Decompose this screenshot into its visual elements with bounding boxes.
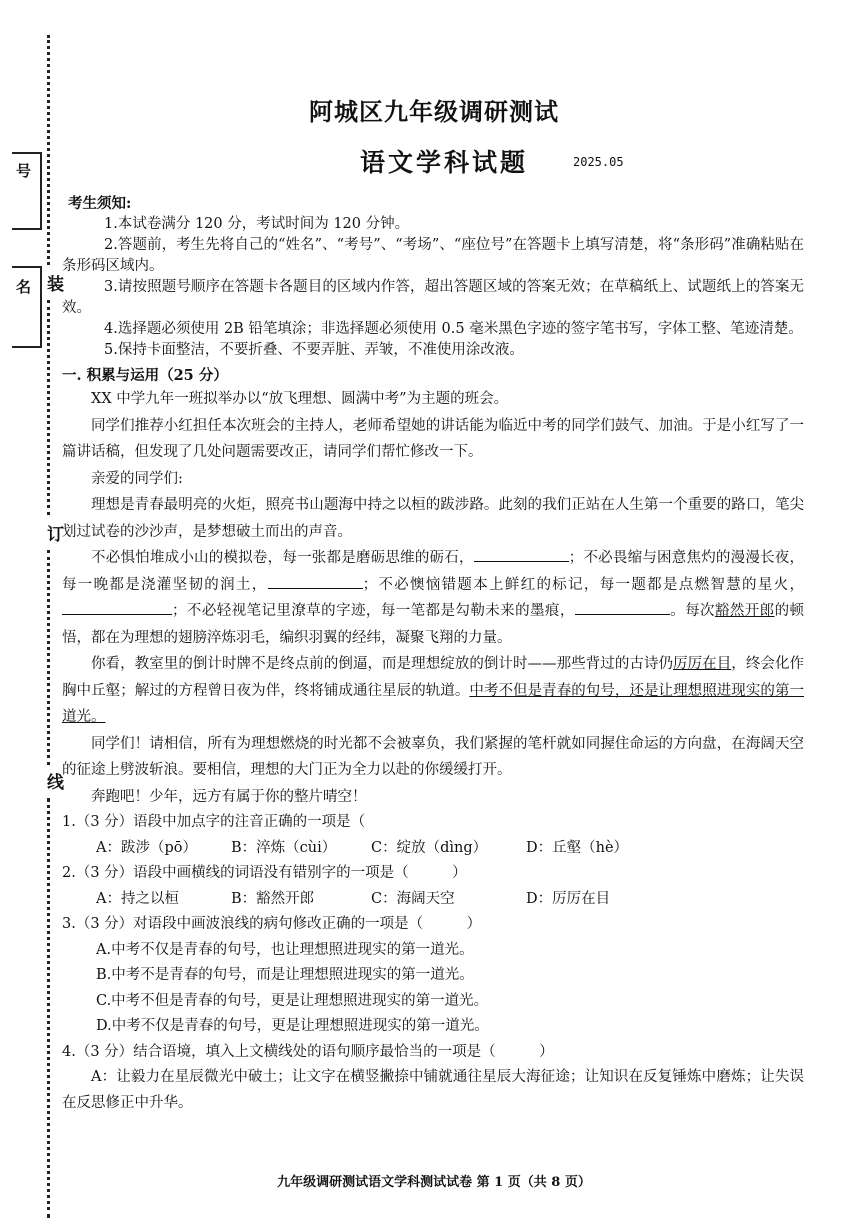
binding-dotted-line-bottom bbox=[47, 798, 50, 1218]
subject-title: 语文学科试题 bbox=[360, 148, 529, 177]
speech-text: 不必惧怕堆成小山的模拟卷，每一张都是磨砺思维的砺石， bbox=[91, 550, 474, 566]
underlined-word: 厉厉在目 bbox=[673, 656, 732, 672]
speech-text: 的顿悟，都在为理想的翅膀淬炼羽毛，编织羽翼的经纬，凝聚飞翔的力量。 bbox=[62, 603, 805, 646]
reading-passage bbox=[62, 386, 804, 810]
speech-text: ；不必轻视笔记里潦草的字迹，每一笔都是勾勒未来的墨痕， bbox=[172, 603, 575, 619]
question-option: B.中考不是青春的句号，而是让理想照进现实的第一道光。 bbox=[96, 967, 474, 983]
binding-char-ding: 订 bbox=[47, 525, 64, 545]
notice-item: 4.选择题必须使用 2B 铅笔填涂；非选择题必须使用 0.5 毫米黑色字迹的签字笔书写，字体工整、笔迹清楚。 bbox=[104, 321, 803, 337]
question-option: C.中考不但是青春的句号，更是让理想照进现实的第一道光。 bbox=[96, 992, 489, 1009]
question-stem: 4.（3 分）结合语境，填入上文横线处的语句顺序最恰当的一项是（ ） bbox=[62, 1043, 554, 1060]
option: A：持之以桓 bbox=[96, 890, 179, 907]
notice-item: 1.本试卷满分 120 分，考试时间为 120 分钟。 bbox=[104, 216, 410, 232]
notice-item: 2.答题前，考生先将自己的“姓名”、“考号”、“考场”、“座位号”在答题卡上填写清楚，将“条形码”准确粘贴在条形码区域内。 bbox=[62, 237, 804, 274]
page-footer: 九年级调研测试语文学科测试试卷 第 1 页（共 8 页） bbox=[277, 1175, 591, 1190]
question-option: A.中考不仅是青春的句号，也让理想照进现实的第一道光。 bbox=[96, 941, 474, 958]
binding-char-xian: 线 bbox=[47, 773, 64, 793]
binding-dotted-line-lower bbox=[47, 550, 50, 765]
speech-text: ；不必畏缩与困意焦灼的漫漫长夜，每一晚都是浇灌坚韧的润土， bbox=[62, 550, 805, 593]
binding-dotted-line-middle bbox=[47, 300, 50, 515]
option: C：绽放（dìng） bbox=[371, 839, 488, 856]
option: D：厉厉在目 bbox=[526, 890, 611, 907]
option: B：豁然开郎 bbox=[231, 890, 315, 907]
question-stem: 1.（3 分）语段中加点字的注音正确的一项是（ bbox=[62, 814, 366, 830]
option: B：淬炼（cùi） bbox=[231, 839, 337, 856]
binding-char-zhuang: 装 bbox=[47, 275, 64, 295]
question-options bbox=[62, 836, 804, 862]
fill-blank bbox=[268, 572, 363, 589]
option: D：丘壑（hè） bbox=[526, 839, 629, 856]
exam-title: 阿城区九年级调研测试 bbox=[309, 97, 559, 126]
notice-item: 5.保持卡面整洁，不要折叠、不要弄脏、弄皱，不准使用涂改液。 bbox=[104, 342, 524, 358]
section-heading: 一. 积累与运用（25 分） bbox=[62, 367, 228, 384]
question-stem: 3.（3 分）对语段中画波浪线的病句修改正确的一项是（ ） bbox=[62, 916, 482, 932]
intro-paragraph: 同学们推荐小红担任本次班会的主持人，老师希望她的讲话能为临近中考的同学们鼓气、加油。于是小红写了一篇讲话稿，但发现了几处问题需要改正，请同学们帮忙修改一下。 bbox=[62, 417, 804, 460]
option: C：海阔天空 bbox=[371, 890, 455, 907]
underlined-word: 豁然开郎 bbox=[714, 603, 775, 619]
intro-paragraph: XX 中学九年一班拟举办以“放飞理想、圆满中考”为主题的班会。 bbox=[91, 391, 509, 407]
exam-content bbox=[62, 193, 804, 1116]
notice-heading: 考生须知: bbox=[68, 195, 132, 212]
notice-item: 3.请按照题号顺序在答题卡各题目的区域内作答，超出答题区域的答案无效；在草稿纸上、试题纸上的答案无效。 bbox=[62, 279, 804, 316]
fill-blank bbox=[62, 598, 172, 615]
question-options bbox=[62, 887, 804, 913]
exam-date: 2025.05 bbox=[573, 155, 624, 169]
name-label: 名 bbox=[16, 278, 32, 296]
fill-blank bbox=[575, 598, 670, 615]
speech-text: 你看，教室里的倒计时牌不是终点前的倒逼，而是理想绽放的倒计时——那些背过的古诗仍 bbox=[91, 656, 674, 672]
speech-paragraph: 同学们！请相信，所有为理想燃烧的时光都不会被辜负，我们紧握的笔杆就如同握住命运的方向盘，在海阔天空的征途上劈波斩浪。要相信，理想的大门正为全力以赴的你缓缓打开。 bbox=[62, 735, 804, 778]
speech-paragraph bbox=[62, 651, 804, 731]
question-option: A：让毅力在星辰微光中破土；让文字在横竖撇捺中铺就通往星辰大海征途；让知识在反复锤炼中磨炼；让失误在反思修正中升华。 bbox=[62, 1069, 804, 1111]
speech-text: ，终会化作胸中丘壑；解过的方程曾日夜为伴，终将铺成通往星辰的轨道。 bbox=[62, 656, 805, 699]
speech-text: ；不必懊恼错题本上鲜红的标记，每一题都是点燃智慧的星火， bbox=[362, 576, 804, 593]
question-block bbox=[62, 810, 804, 1116]
speech-paragraph: 理想是青春最明亮的火炬，照亮书山题海中持之以桓的跋涉路。此刻的我们正站在人生第一个重要的路口，笔尖划过试卷的沙沙声，是梦想破土而出的声音。 bbox=[62, 497, 804, 540]
question-option: D.中考不仅是青春的句号，更是让理想照进现实的第一道光。 bbox=[96, 1018, 489, 1034]
speech-paragraph bbox=[62, 545, 804, 651]
fill-blank bbox=[474, 545, 569, 562]
option: A：跋涉（pō） bbox=[96, 839, 197, 856]
exam-number-label: 号 bbox=[16, 162, 32, 180]
binding-dotted-line-top bbox=[47, 35, 50, 265]
speech-paragraph: 奔跑吧！少年，远方有属于你的整片晴空！ bbox=[91, 788, 367, 805]
speech-text: 。每次 bbox=[669, 603, 715, 619]
question-stem: 2.（3 分）语段中画横线的词语没有错别字的一项是（ ） bbox=[62, 865, 467, 881]
speech-greeting: 亲爱的同学们: bbox=[91, 470, 183, 487]
wavy-underlined-sentence: 中考不但是青春的句号，还是让理想照进现实的第一道光。 bbox=[62, 682, 805, 725]
